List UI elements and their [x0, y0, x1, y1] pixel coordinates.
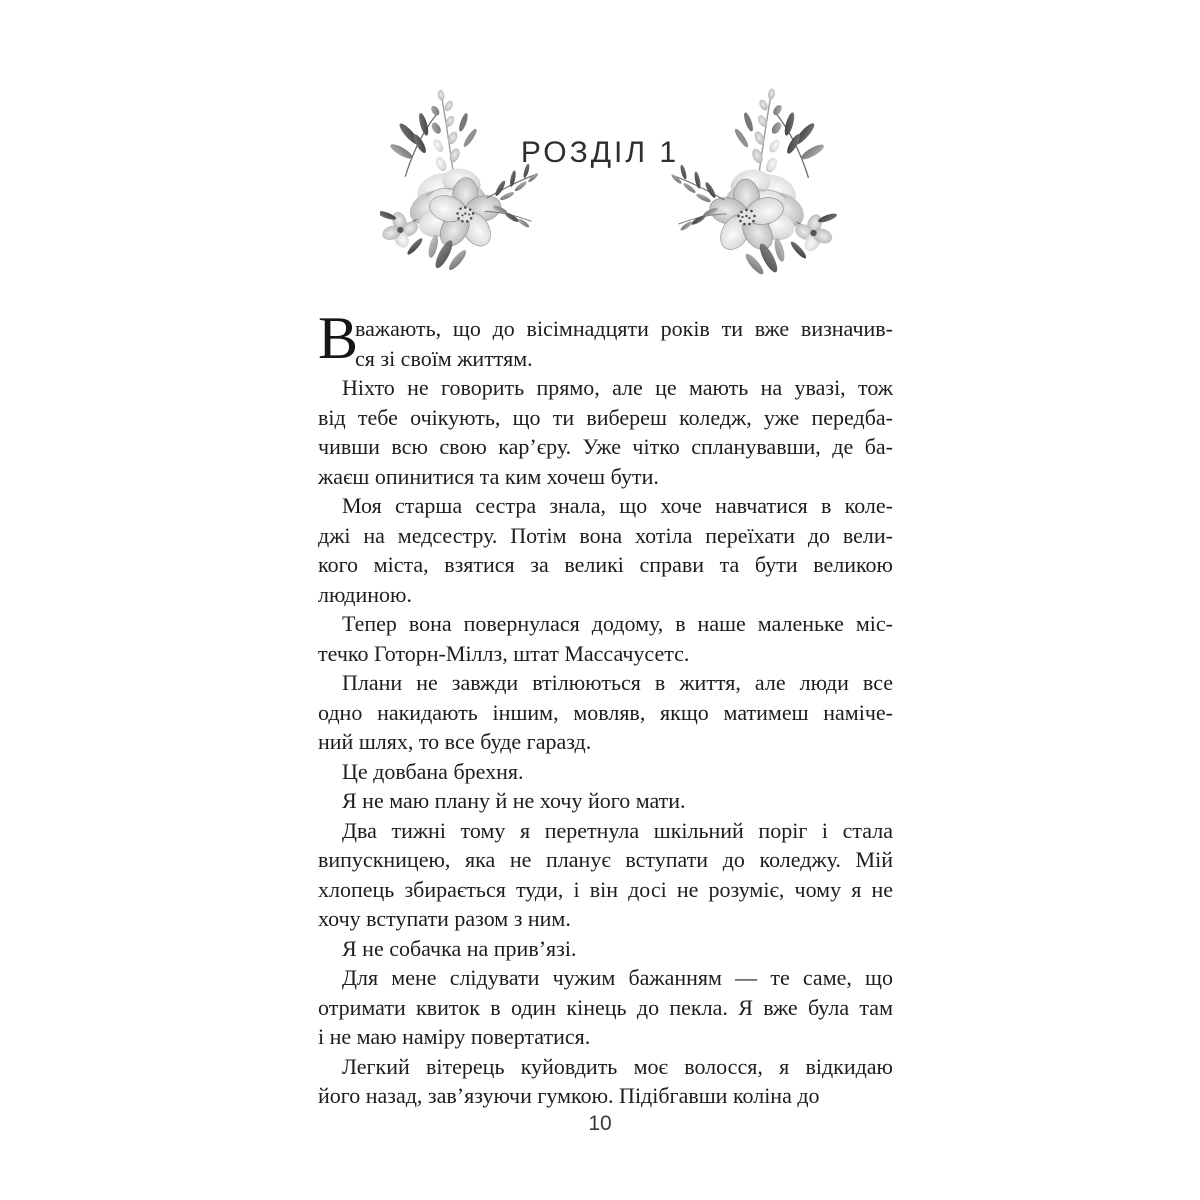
floral-ornament-right-icon — [658, 80, 846, 285]
page-number: 10 — [588, 1112, 612, 1135]
paragraph — [318, 373, 893, 491]
text-line: Це довбана брехня. — [342, 758, 524, 784]
text-line: чивши всю свою кар’єру. Уже чітко спланувавши, де ба- — [318, 434, 893, 459]
paragraph — [318, 816, 893, 934]
text-line: Тепер вона повернулася додому, в наше маленьке міс- — [342, 611, 893, 636]
text-line: Ніхто не говорить прямо, але це мають на увазі, тож — [342, 375, 893, 400]
paragraph — [318, 491, 893, 609]
text-line: людиною. — [318, 581, 412, 607]
floral-ornament-left-icon — [380, 80, 540, 282]
text-line: ся зі своїм життям. — [355, 345, 533, 371]
chapter-text — [318, 305, 893, 1111]
text-line: жаєш опинитися та ким хочеш бути. — [318, 463, 659, 489]
chapter-title: РОЗДІЛ 1 — [520, 136, 680, 169]
text-line: хочу вступати разом з ним. — [318, 906, 571, 931]
paragraph — [318, 1052, 893, 1111]
text-line: від тебе очікують, що ти вибереш коледж, уже передба- — [318, 404, 893, 430]
text-line: одно накидають іншим, мовляв, якщо матимеш наміче- — [318, 699, 893, 725]
text-line: кого міста, взятися за великі справи та бути великою — [318, 552, 893, 577]
paragraph — [318, 786, 893, 816]
text-line: отримати квиток в один кінець до пекла. Я вже була там — [318, 994, 893, 1020]
text-line: Легкий вітерець куйовдить моє волосся, я відкидаю — [342, 1053, 893, 1079]
paragraph — [318, 934, 893, 964]
text-line: Два тижні тому я перетнула шкільний поріг і стала — [342, 817, 893, 843]
text-line: його назад, зав’язуючи гумкою. Підібгавши коліна до — [318, 1083, 820, 1108]
text-line: Плани не завжди втілюються в життя, але люди все — [342, 670, 893, 695]
paragraph — [318, 757, 893, 787]
text-line: Моя старша сестра знала, що хоче навчатися в коле- — [342, 493, 893, 518]
text-line: важають, що до вісімнадцяти років ти вже визначив- — [355, 316, 893, 341]
paragraph — [318, 963, 893, 1052]
paragraph — [318, 668, 893, 757]
paragraph — [318, 609, 893, 668]
drop-cap: В — [318, 305, 359, 371]
text-line: випускницею, яка не планує вступати до коледжу. Мій — [318, 847, 893, 872]
text-line: течко Готорн-Міллз, штат Массачусетс. — [318, 640, 690, 666]
text-line: джі на медсестру. Потім вона хотіла переїхати до вели- — [318, 522, 893, 548]
paragraph — [318, 305, 893, 373]
text-line: ний шлях, то все буде гаразд. — [318, 729, 592, 754]
text-line: і не маю наміру повертатися. — [318, 1024, 591, 1049]
text-line: хлопець збирається туди, і він досі не розуміє, чому я не — [318, 876, 893, 902]
text-line: Я не маю плану й не хочу його мати. — [342, 788, 686, 813]
text-line: Для мене слідувати чужим бажанням — те саме, що — [342, 965, 893, 990]
text-line: Я не собачка на прив’язі. — [342, 935, 577, 961]
